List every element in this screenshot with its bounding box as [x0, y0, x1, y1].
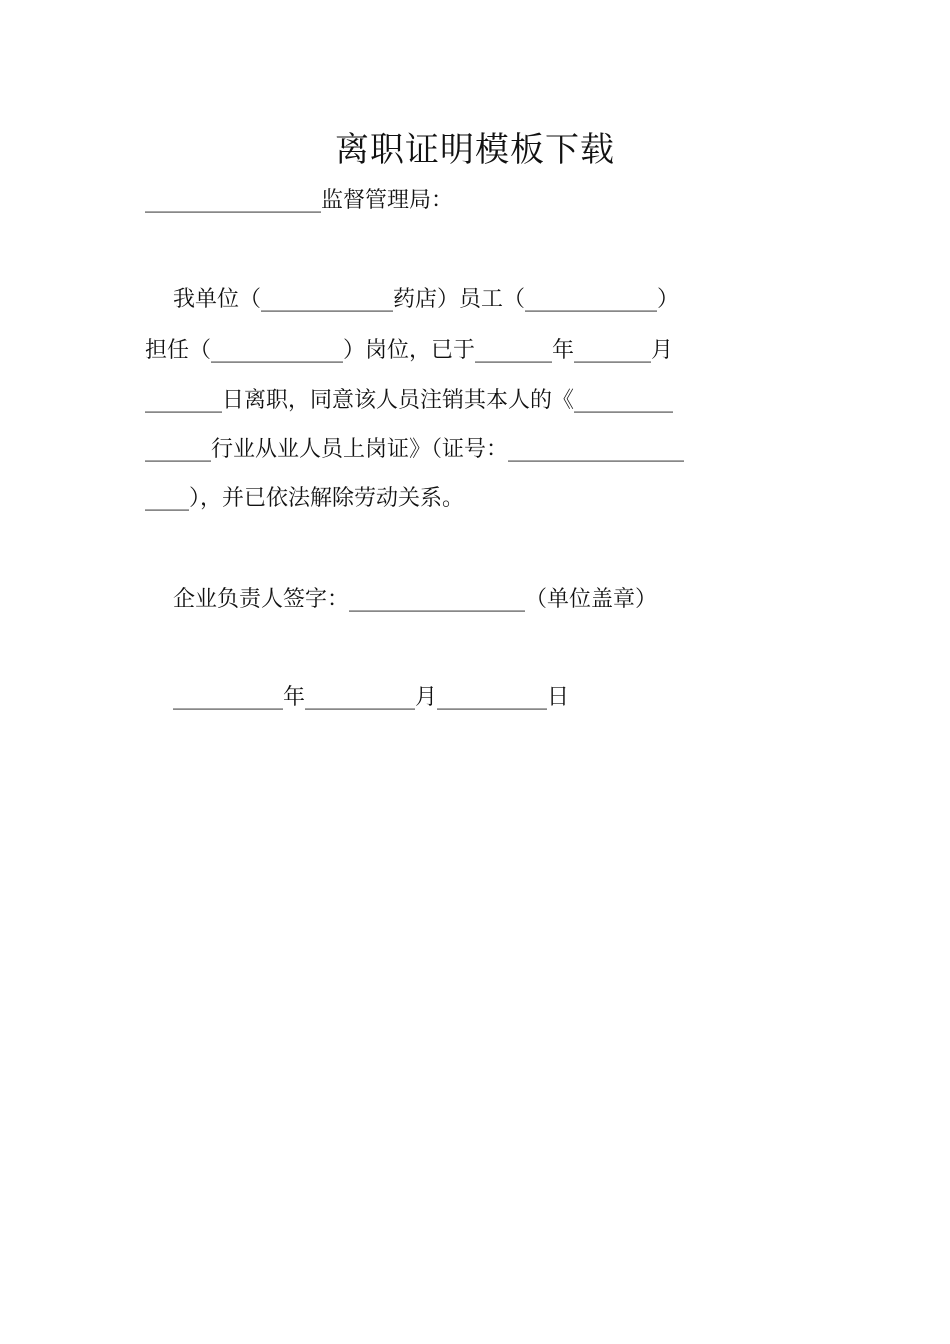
body-line-3: _______日离职，同意该人员注销其本人的《_________	[145, 388, 674, 413]
signature-line: 企业负责人签字：________________（单位盖章）	[145, 587, 657, 612]
body-line-2: 担任（____________）岗位，已于_______年_______月	[145, 338, 674, 363]
body-line-4: ______行业从业人员上岗证》（证号：________________	[145, 437, 685, 462]
body-line-5: ____），并已依法解除劳动关系。	[145, 486, 465, 511]
body-line-1: 我单位（____________药店）员工（____________）	[145, 287, 679, 312]
document-title: 离职证明模板下载	[335, 130, 615, 170]
date-line: __________年__________月__________日	[145, 685, 569, 710]
addressee-line: ________________监督管理局：	[145, 188, 454, 213]
